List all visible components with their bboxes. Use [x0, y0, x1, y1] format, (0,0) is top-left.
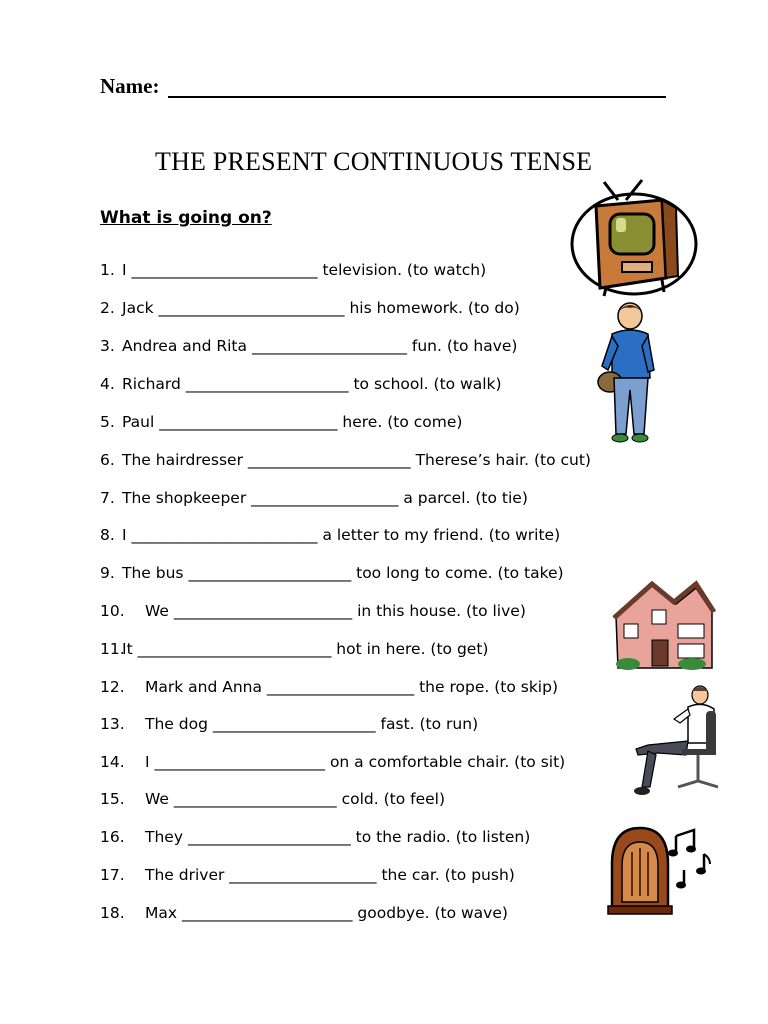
exercise-item: 9. The bus _____________________ too long to come. (to take): [100, 564, 564, 582]
answer-blank[interactable]: _______________________: [173, 602, 353, 620]
page-title: THE PRESENT CONTINUOUS TENSE: [155, 147, 593, 176]
music-notes-icon: [668, 826, 714, 890]
exercise-item: 18. Max ______________________ goodbye. (to wave): [100, 904, 508, 922]
exercise-item: 8. I ________________________ a letter to my friend. (to write): [100, 526, 561, 544]
exercise-item: 11.It _________________________ hot in here. (to get): [100, 640, 489, 658]
answer-blank[interactable]: ____________________: [251, 337, 407, 355]
radio-icon: [604, 824, 674, 916]
exercise-item: 6. The hairdresser _____________________ Therese’s hair. (to cut): [100, 451, 591, 469]
answer-blank[interactable]: _______________________: [159, 413, 338, 431]
answer-blank[interactable]: ___________________: [266, 678, 415, 696]
answer-blank[interactable]: ___________________: [251, 489, 399, 507]
exercise-item: 10. We _______________________ in this house. (to live): [100, 602, 526, 620]
answer-blank[interactable]: ______________________: [154, 753, 326, 771]
answer-blank[interactable]: _____________________: [212, 715, 376, 733]
answer-blank[interactable]: _____________________: [173, 790, 337, 808]
exercise-item: 13. The dog _____________________ fast. (to run): [100, 715, 479, 733]
section-heading: What is going on?: [100, 208, 272, 228]
exercise-item: 17. The driver ___________________ the car. (to push): [100, 866, 515, 884]
exercise-item: 5. Paul _______________________ here. (to come): [100, 413, 463, 431]
answer-blank[interactable]: _____________________: [187, 828, 351, 846]
exercise-item: 12. Mark and Anna ___________________ the rope. (to skip): [100, 678, 558, 696]
answer-blank[interactable]: ________________________: [131, 261, 318, 279]
exercise-item: 15. We _____________________ cold. (to feel): [100, 790, 446, 808]
tv-icon: [566, 178, 698, 300]
house-icon: [612, 580, 716, 672]
answer-blank[interactable]: _____________________: [185, 375, 349, 393]
answer-blank[interactable]: ________________________: [158, 299, 345, 317]
name-field[interactable]: [168, 96, 666, 98]
exercise-item: 16. They _____________________ to the radio. (to listen): [100, 828, 531, 846]
answer-blank[interactable]: _____________________: [188, 564, 352, 582]
answer-blank[interactable]: _____________________: [247, 451, 411, 469]
exercise-item: 3. Andrea and Rita ____________________ fun. (to have): [100, 337, 518, 355]
man-in-chair-icon: [628, 683, 724, 801]
exercise-item: 7. The shopkeeper ___________________ a parcel. (to tie): [100, 489, 528, 507]
exercise-item: 4. Richard _____________________ to school. (to walk): [100, 375, 502, 393]
answer-blank[interactable]: ________________________: [131, 526, 318, 544]
exercise-item: 1. I ________________________ television. (to watch): [100, 261, 487, 279]
answer-blank[interactable]: ______________________: [181, 904, 353, 922]
answer-blank[interactable]: _________________________: [137, 640, 332, 658]
name-label: Name:: [100, 74, 160, 98]
exercise-item: 2. Jack ________________________ his homework. (to do): [100, 299, 520, 317]
exercise-item: 14. I ______________________ on a comfortable chair. (to sit): [100, 753, 566, 771]
answer-blank[interactable]: ___________________: [229, 866, 377, 884]
boy-icon: [596, 300, 658, 446]
